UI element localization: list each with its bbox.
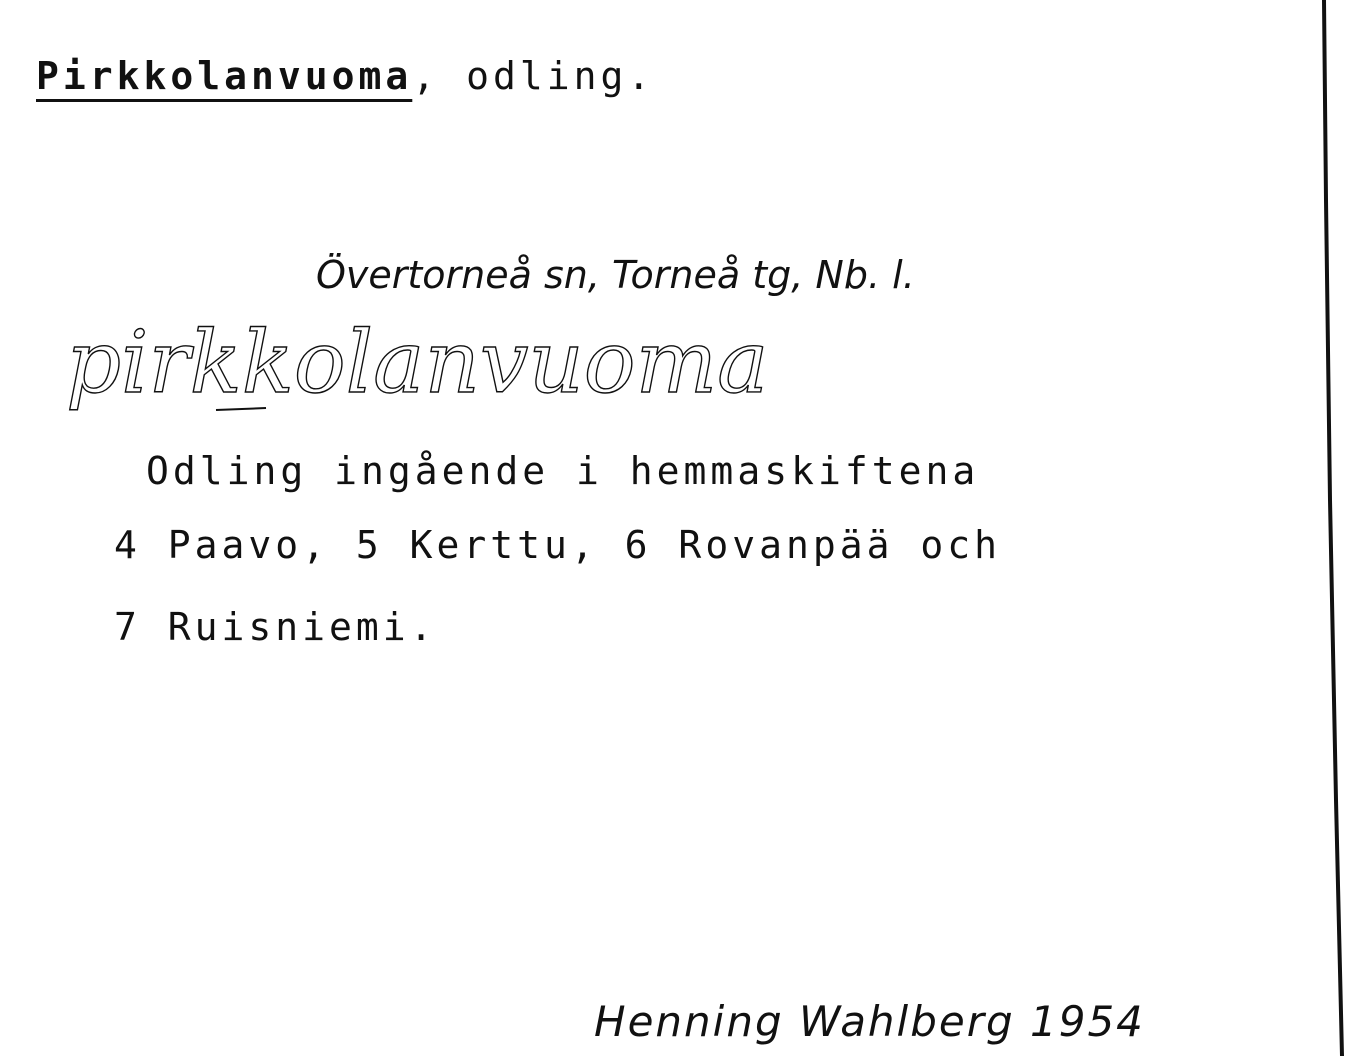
heading-category: odling. <box>466 54 655 98</box>
signature-stamp: Henning Wahlberg 1954 <box>594 997 1145 1046</box>
body-line-3: 7 Ruisniemi. <box>114 605 437 649</box>
body-line-1: Odling ingående i hemmaskiftena <box>146 449 980 493</box>
heading-place-name: Pirkkolanvuoma <box>36 54 413 98</box>
handwritten-name: pirkkolanvuoma <box>66 313 769 413</box>
location-stamp: Övertorneå sn, Torneå tg, Nb. l. <box>316 253 915 297</box>
card-heading <box>36 48 654 104</box>
heading-separator: , <box>412 54 440 98</box>
body-line-2: 4 Paavo, 5 Kerttu, 6 Rovanpää och <box>114 523 1001 567</box>
handwritten-annotation <box>56 300 816 460</box>
